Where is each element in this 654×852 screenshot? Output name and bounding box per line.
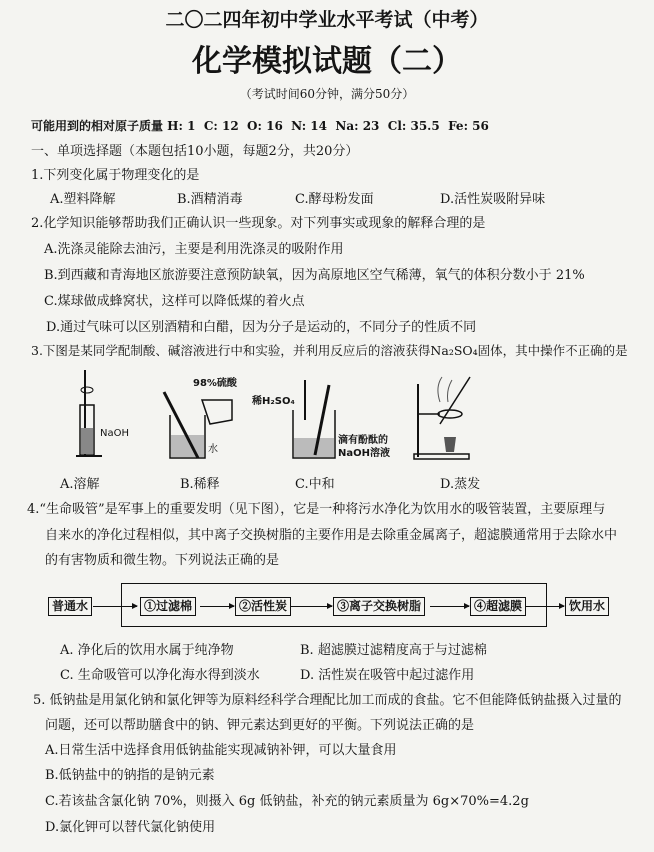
- q1-option-d: D.活性炭吸附异味: [440, 192, 546, 207]
- indicator-label-1: 滴有酚酞的: [338, 435, 388, 446]
- question-5-stem-line-2: 问题，还可以帮助膳食中的钠、钾元素达到更好的平衡。下列说法正确的是: [45, 718, 475, 733]
- flow-step-input: 普通水: [48, 597, 92, 616]
- flow-arrow: [93, 606, 137, 607]
- q4-option-a: A. 净化后的饮用水属于纯净物: [60, 643, 234, 658]
- q2-option-c: C.煤球做成蜂窝状，这样可以降低煤的着火点: [44, 294, 305, 309]
- q3-option-d: D.蒸发: [440, 477, 481, 492]
- question-4-stem-line-2: 自来水的净化过程相似，其中离子交换树脂的主要作用是去除重金属离子，超滤膜通常用于去除水中: [45, 528, 618, 543]
- question-2-stem: 2.化学知识能够帮助我们正确认识一些现象。对下列事实或现象的解释合理的是: [31, 216, 486, 231]
- q4-option-d: D. 活性炭在吸管中起过滤作用: [300, 668, 475, 683]
- flow-step-activated-carbon: ②活性炭: [235, 597, 291, 616]
- dilute-acid-label: 稀H₂SO₄: [252, 396, 295, 407]
- q5-option-c: C.若该盐含氯化钠 70%，则摄入 6g 低钠盐，补充的钠元素质量为 6g×70%=4.2g: [45, 794, 529, 809]
- q2-option-b: B.到西藏和青海地区旅游要注意预防缺氧，因为高原地区空气稀薄，氧气的体积分数小于 21%: [44, 268, 585, 283]
- q2-option-a: A.洗涤灵能除去油污，主要是利用洗涤灵的吸附作用: [44, 242, 344, 257]
- water-label: 水: [208, 444, 218, 455]
- question-3-stem: 3.下图是某同学配制酸、碱溶液进行中和实验，并利用反应后的溶液获得Na₂SO₄固体，其中操作不正确的是: [31, 343, 628, 358]
- q1-option-b: B.酒精消毒: [177, 192, 243, 207]
- q3-option-c: C.中和: [295, 477, 335, 492]
- flow-arrow: [291, 606, 332, 607]
- q5-option-d: D.氯化钾可以替代氯化钠使用: [45, 820, 216, 835]
- q3-option-b: B.稀释: [180, 477, 220, 492]
- flow-arrow: [200, 606, 234, 607]
- q4-option-c: C. 生命吸管可以净化海水得到淡水: [60, 668, 260, 683]
- q1-option-c: C.酵母粉发面: [295, 192, 374, 207]
- flow-arrow: [430, 606, 469, 607]
- exam-info: （考试时间60分钟，满分50分）: [239, 87, 415, 101]
- question-4-stem-line-3: 的有害物质和微生物。下列说法正确的是: [45, 553, 280, 568]
- q2-option-d: D.通过气味可以区别酒精和白醋，因为分子是运动的，不同分子的性质不同: [46, 320, 477, 335]
- flow-step-ion-exchange: ③离子交换树脂: [333, 597, 425, 616]
- paper-title: 化学模拟试题（二）: [192, 44, 462, 79]
- flow-step-filter-cotton: ①过滤棉: [140, 597, 196, 616]
- flow-step-output: 饮用水: [565, 597, 609, 616]
- exam-title: 二〇二四年初中学业水平考试（中考）: [165, 9, 489, 31]
- q5-option-a: A.日常生活中选择食用低钠盐能实现减钠补钾，可以大量食用: [45, 743, 397, 758]
- section-title: 一、单项选择题（本题包括10小题，每题2分，共20分）: [31, 144, 359, 159]
- indicator-label-2: NaOH溶液: [338, 448, 390, 459]
- acid-label: 98%硫酸: [193, 378, 237, 389]
- flow-arrow: [525, 606, 564, 607]
- q4-option-b: B. 超滤膜过滤精度高于与过滤棉: [300, 643, 487, 658]
- q5-option-b: B.低钠盐中的钠指的是钠元素: [45, 768, 215, 783]
- evaporation-figure: [410, 372, 485, 464]
- dissolving-figure: [70, 370, 140, 462]
- q3-option-a: A.溶解: [60, 477, 100, 492]
- dilution-figure: [160, 390, 240, 462]
- question-4-stem-line-1: 4.“生命吸管”是军事上的重要发明（见下图），它是一种将污水净化为饮用水的吸管装置，主要原理与: [27, 502, 606, 517]
- q1-option-a: A.塑料降解: [50, 192, 116, 207]
- atomic-masses: 可能用到的相对原子质量 H: 1 C: 12 O: 16 N: 14 Na: 23 Cl: 35.5 Fe: 56: [31, 119, 489, 133]
- flow-step-ultrafiltration: ④超滤膜: [470, 597, 526, 616]
- naoh-label: NaOH: [100, 428, 129, 439]
- question-1-stem: 1.下列变化属于物理变化的是: [31, 168, 200, 183]
- question-5-stem-line-1: 5. 低钠盐是用氯化钠和氯化钾等为原料经科学合理配比加工而成的食盐。它不但能降低钠盐摄入过量的: [33, 693, 622, 708]
